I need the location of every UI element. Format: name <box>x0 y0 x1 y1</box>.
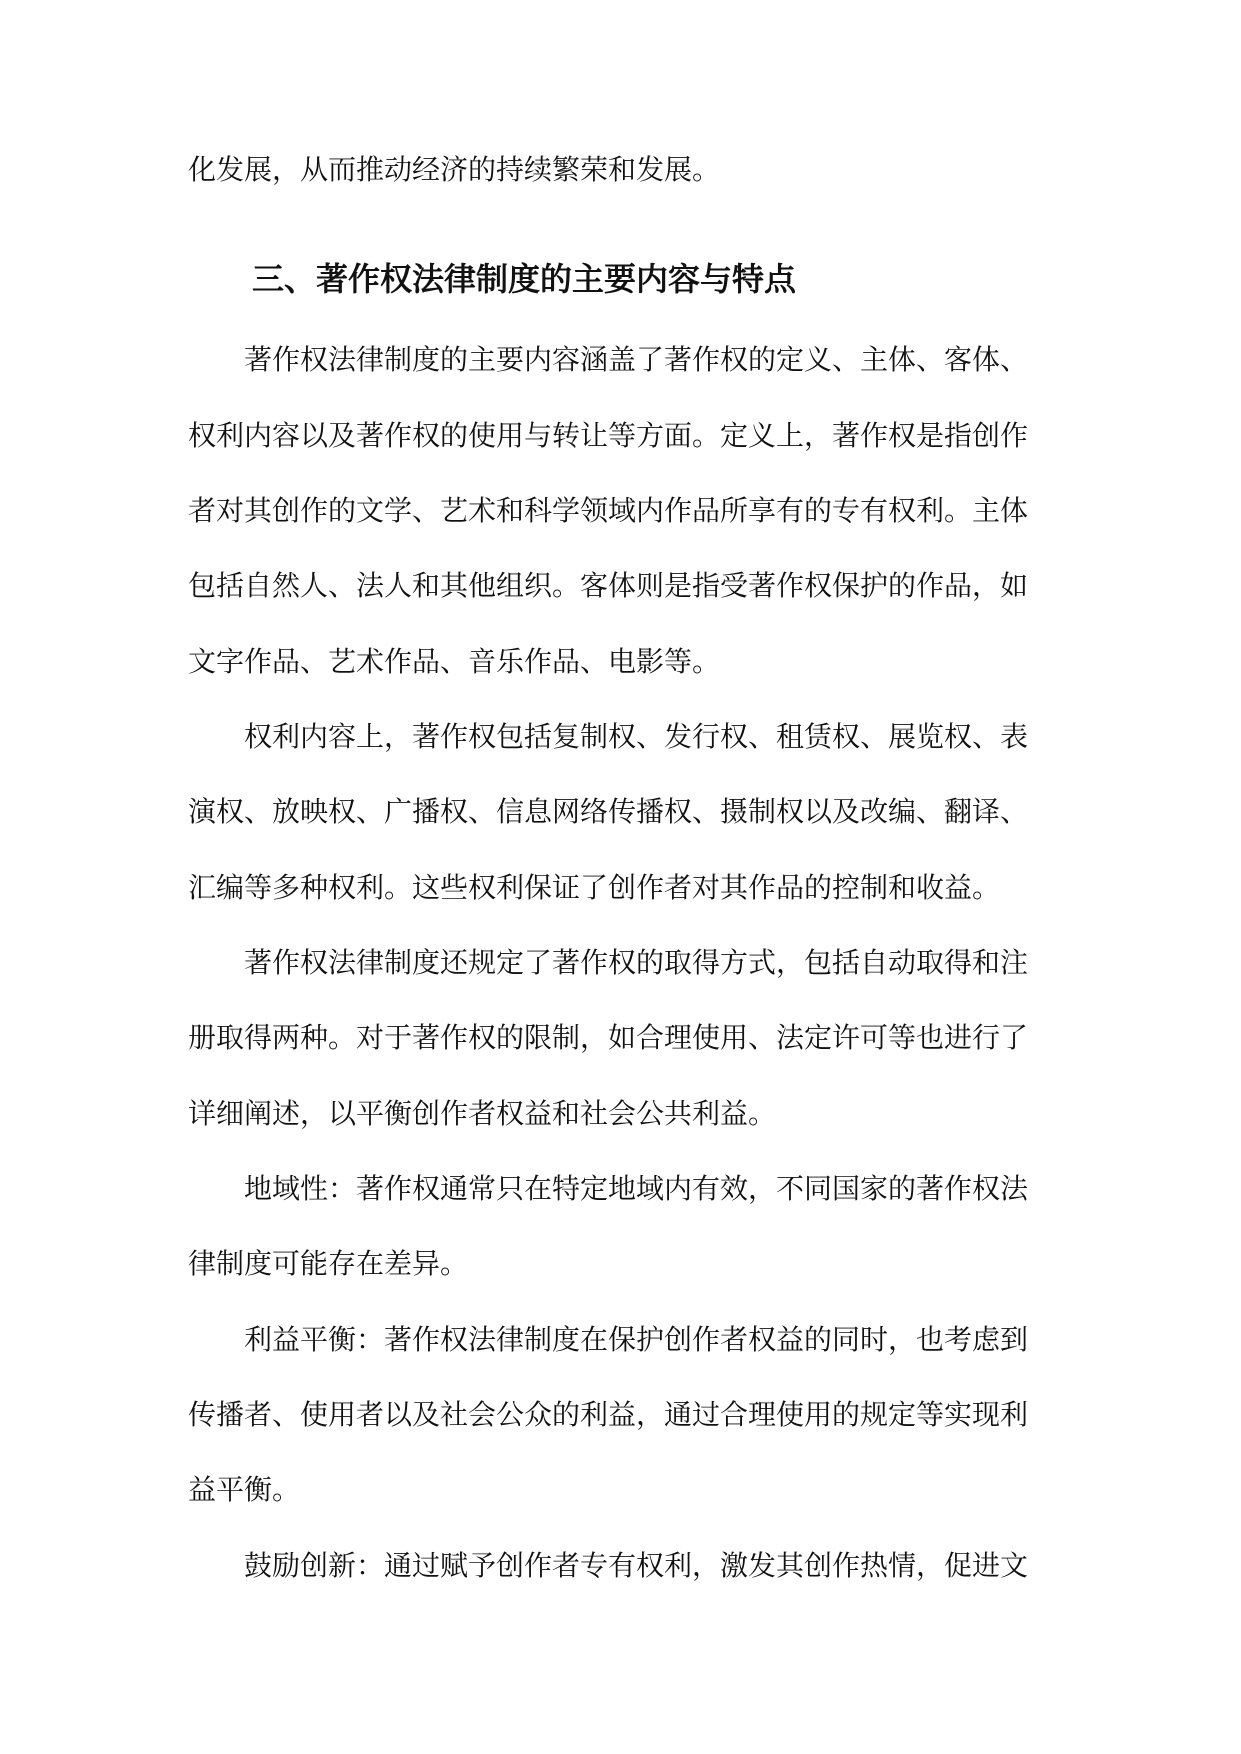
text-line: 文字作品、艺术作品、音乐作品、电影等。 <box>188 645 721 678</box>
text-line: 包括自然人、法人和其他组织。客体则是指受著作权保护的作品，如 <box>188 569 1029 602</box>
text-line: 传播者、使用者以及社会公众的利益，通过合理使用的规定等实现利 <box>188 1398 1029 1431</box>
text-line: 详细阐述，以平衡创作者权益和社会公共利益。 <box>188 1097 777 1130</box>
text-line: 演权、放映权、广播权、信息网络传播权、摄制权以及改编、翻译、 <box>188 795 1029 828</box>
text-line: 益平衡。 <box>188 1473 301 1506</box>
text-line: 利益平衡：著作权法律制度在保护创作者权益的同时，也考虑到 <box>244 1323 1029 1356</box>
text-line: 权利内容上，著作权包括复制权、发行权、租赁权、展览权、表 <box>244 720 1029 753</box>
text-line: 著作权法律制度还规定了著作权的取得方式，包括自动取得和注 <box>244 946 1029 979</box>
text-line: 汇编等多种权利。这些权利保证了创作者对其作品的控制和收益。 <box>188 871 1001 904</box>
text-line: 权利内容以及著作权的使用与转让等方面。定义上，著作权是指创作 <box>188 419 1029 452</box>
text-line: 律制度可能存在差异。 <box>188 1247 469 1280</box>
text-line: 化发展，从而推动经济的持续繁荣和发展。 <box>188 153 721 186</box>
text-line: 者对其创作的文学、艺术和科学领域内作品所享有的专有权利。主体 <box>188 494 1029 527</box>
section-heading: 三、著作权法律制度的主要内容与特点 <box>252 260 797 298</box>
text-line: 地域性：著作权通常只在特定地域内有效，不同国家的著作权法 <box>244 1172 1029 1205</box>
text-line: 鼓励创新：通过赋予创作者专有权利，激发其创作热情，促进文 <box>244 1549 1029 1582</box>
text-line: 著作权法律制度的主要内容涵盖了著作权的定义、主体、客体、 <box>244 343 1029 376</box>
text-line: 册取得两种。对于著作权的限制，如合理使用、法定许可等也进行了 <box>188 1021 1029 1054</box>
